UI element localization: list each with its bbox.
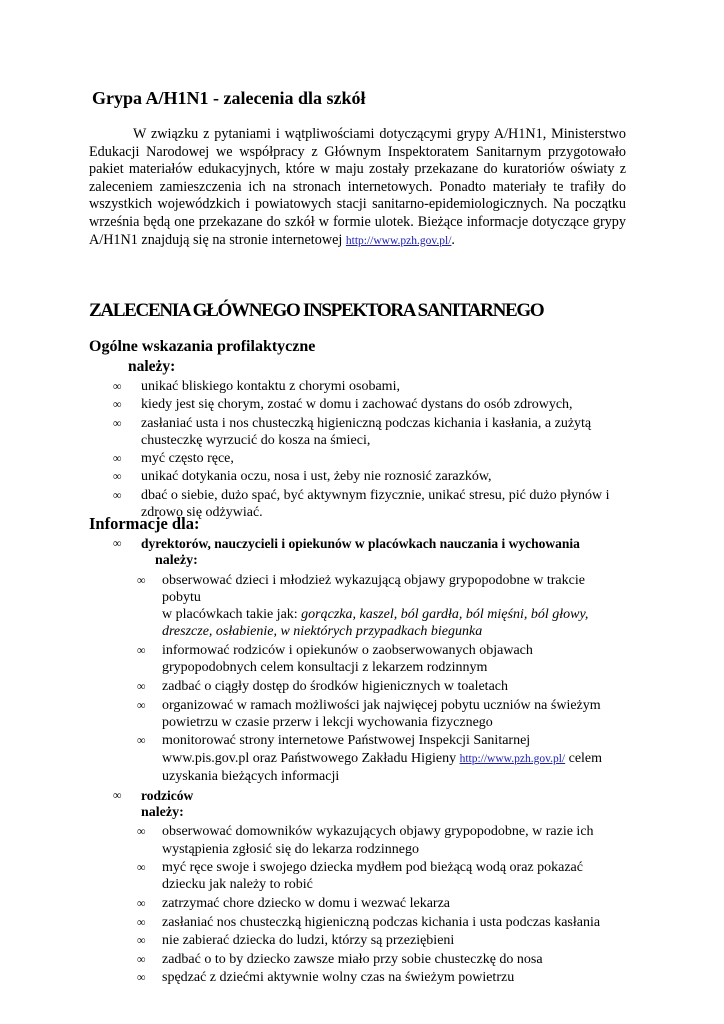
list-item: ∞ zatrzymać chore dziecko w domu i wezwać lekarza: [137, 896, 451, 912]
symptoms: gorączka, kaszel, ból gardła, ból mięśni, ból głowy, dreszcze, osłabienie, w niektórych przypadkach biegunka: [162, 607, 589, 640]
list-item: ∞ myć ręce swoje i swojego dziecka mydłem pod bieżącą wodą oraz pokazać dziecku jak należy to robić: [137, 860, 583, 893]
list-item: ∞ spędzać z dziećmi aktywnie wolny czas na świeżym powietrzu: [137, 970, 515, 986]
bullet-icon: ∞: [137, 896, 146, 911]
list-item: ∞ informować rodziców i opiekunów o zaobserwowanych objawach grypopodobnych celem konsultacji z lekarzem rodzinnym: [137, 643, 533, 676]
info-heading: Informacje dla:: [89, 514, 200, 533]
list-item: ∞ monitorować strony internetowe Państwowej Inspekcji Sanitarnej www.pis.gov.pl oraz Państwowego Zakładu Higieny http://www.pzh.gov.pl/ celem uzyskania bieżących informacji: [137, 733, 603, 785]
page-title: Grypa A/H1N1 - zalecenia dla szkół: [92, 88, 366, 108]
list-item: ∞ zadbać o to by dziecko zawsze miało przy sobie chusteczkę do nosa: [137, 951, 543, 967]
list-item: ∞ unikać bliskiego kontaktu z chorymi osobami,: [113, 379, 400, 394]
bullet-icon: ∞: [113, 451, 122, 466]
list-item: ∞ zasłaniać usta i nos chusteczką higieniczną podczas kichania i kasłania, a zużytą chusteczkę wyrzucić do kosza na śmieci,: [113, 415, 592, 448]
list-item: ∞ obserwować dzieci i młodzież wykazującą objawy grypopodobne w trakcie pobytu w placówkach takie jak: gorączka, kaszel, ból gardła, ból mięśni, ból głowy, dreszcze, osłabienie, w niektórych przypadkach biegunka: [137, 572, 589, 640]
general-sub: należy:: [128, 358, 176, 375]
bullet-icon: ∞: [137, 860, 146, 875]
group-title: dyrektorów, nauczycieli i opiekunów w placówkach nauczania i wychowania: [141, 536, 580, 551]
list-item: ∞ zasłaniać nos chusteczką higieniczną podczas kichania i usta podczas kasłania: [137, 914, 601, 930]
list-item: ∞ kiedy jest się chorym, zostać w domu i zachować dystans do osób zdrowych,: [113, 397, 573, 413]
parents-list: [137, 823, 607, 986]
directors-list: [137, 572, 607, 786]
bullet-icon: ∞: [137, 933, 146, 948]
bullet-icon: ∞: [137, 733, 146, 748]
bullet-icon: ∞: [137, 697, 146, 712]
info-group-parents: [113, 787, 633, 987]
bullet-icon: ∞: [113, 787, 122, 802]
bullet-icon: ∞: [137, 951, 146, 966]
bullet-icon: ∞: [137, 643, 146, 658]
general-heading: Ogólne wskazania profilaktyczne: [89, 338, 316, 355]
group-title: rodziców: [141, 787, 194, 803]
bullet-icon: ∞: [113, 415, 122, 430]
intro-text: W związku z pytaniami i wątpliwościami dotyczącymi grypy A/H1N1, Ministerstwo Edukacji Narodowej we współpracy z Głównym Inspektoratem Sanitarnym przygotowało pakiet materiałów edukacyjnych, które w maju zostały przekazane do kuratoriów oświaty z zaleceniem zamieszczenia ich na stronach internetowych. Ponadto materiały te trafiły do wszystkich wojewódzkich i powiatowych stacji sanitarno-epidemiologicznych. Na początku września będą one przekazane do szkół w formie ulotek. Bieżące informacje dotyczące grypy A/H1N1 znajdują się na stronie internetowej: [89, 126, 626, 248]
bullet-icon: ∞: [113, 469, 122, 484]
group-sub: należy:: [141, 804, 184, 820]
list-item: ∞ myć często ręce,: [113, 451, 234, 467]
bullet-icon: ∞: [137, 970, 146, 985]
group-sub: należy:: [155, 553, 198, 569]
general-list: [113, 378, 633, 522]
info-group-directors: [113, 535, 633, 785]
list-item: ∞ zadbać o ciągły dostęp do środków higienicznych w toaletach: [137, 678, 508, 694]
bullet-icon: ∞: [137, 678, 146, 693]
bullet-icon: ∞: [113, 536, 122, 550]
list-item: ∞ nie zabierać dziecka do ludzi, którzy są przeziębieni: [137, 933, 455, 949]
info-group-list: [113, 535, 633, 988]
bullet-icon: ∞: [137, 914, 146, 929]
bullet-icon: ∞: [113, 379, 122, 393]
bullet-icon: ∞: [137, 572, 146, 587]
pzh-link[interactable]: http://www.pzh.gov.pl/: [459, 752, 566, 765]
bullet-icon: ∞: [113, 397, 122, 412]
list-item: ∞ obserwować domowników wykazujących objawy grypopodobne, w razie ich wystąpienia zgłosić się do lekarza rodzinnego: [137, 824, 594, 857]
list-item: ∞ unikać dotykania oczu, nosa i ust, żeby nie roznosić zarazków,: [113, 469, 492, 485]
main-heading: ZALECENIA GŁÓWNEGO INSPEKTORA SANITARNEGO: [89, 300, 544, 321]
list-item: ∞ dbać o siebie, dużo spać, być aktywnym fizycznie, unikać stresu, pić dużo płynów i zdrowo się odżywiać.: [113, 487, 610, 521]
list-item: ∞ organizować w ramach możliwości jak najwięcej pobytu uczniów na świeżym powietrzu w czasie przerw i lekcji wychowania fizycznego: [137, 697, 601, 730]
pzh-link[interactable]: http://www.pzh.gov.pl/: [345, 234, 452, 247]
intro-paragraph: [89, 126, 626, 250]
bullet-icon: ∞: [113, 487, 122, 502]
bullet-icon: ∞: [137, 824, 146, 839]
intro-after-link: .: [451, 231, 455, 248]
